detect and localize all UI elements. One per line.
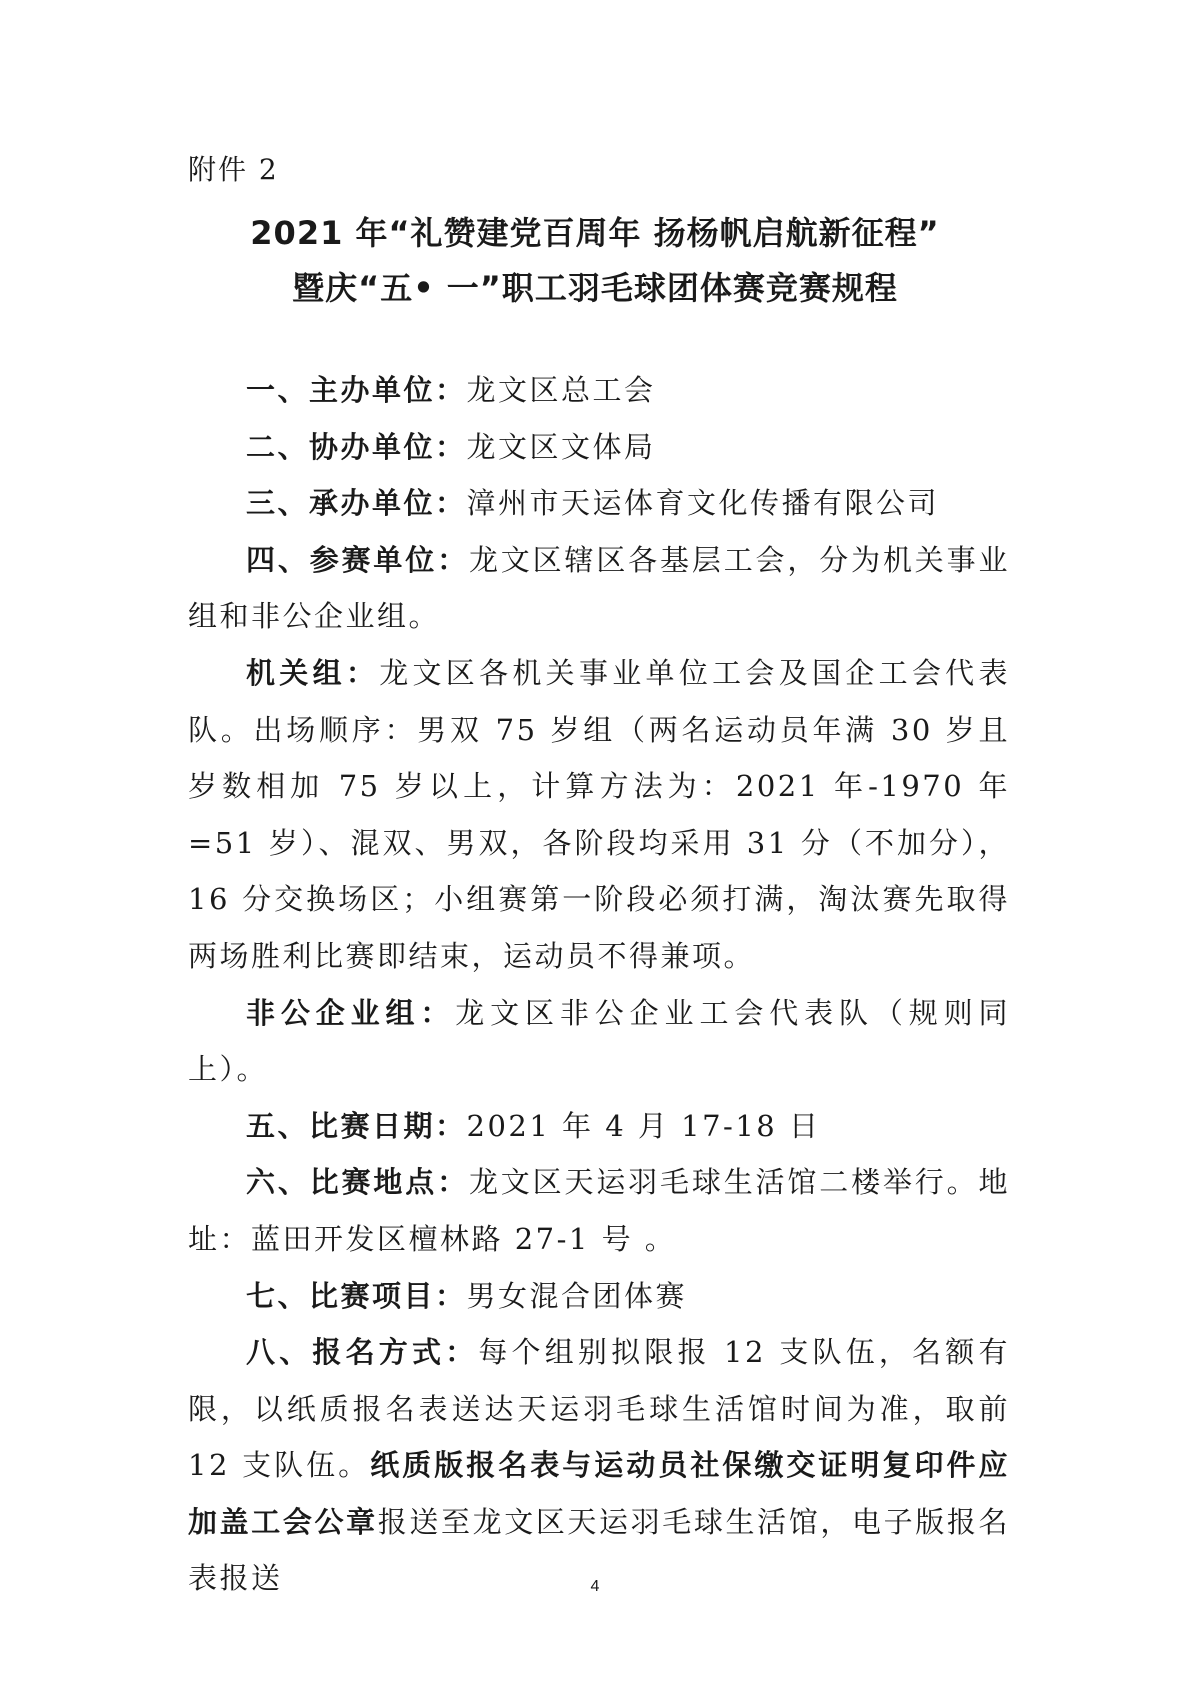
section-events xyxy=(188,1268,1010,1325)
section-text: 龙文区天运羽毛球生活馆二楼举行。地址：蓝田开发区檀林路 27-1 号 。 xyxy=(188,1165,1010,1256)
section-text: 报送至龙文区天运羽毛球生活馆，电子版报名表报送 xyxy=(188,1504,1010,1596)
section-participants xyxy=(188,532,1010,645)
title-line-2: 暨庆“五• 一”职工羽毛球团体赛竞赛规程 xyxy=(292,269,898,307)
section-text: 2021 年 4 月 17-18 日 xyxy=(466,1108,821,1143)
section-text: 龙文区辖区各基层工会，分为机关事业组和非公企业组。 xyxy=(188,542,1010,634)
document-body xyxy=(188,362,1010,1607)
section-undertaker xyxy=(188,475,1010,532)
section-co-organizer xyxy=(188,419,1010,476)
section-text: 龙文区文体局 xyxy=(466,429,656,464)
page-number: 4 xyxy=(590,1578,600,1595)
section-label: 五、比赛日期： xyxy=(246,1108,467,1143)
title-line-1: 2021 年“礼赞建党百周年 扬杨帆启航新征程” xyxy=(250,214,940,252)
section-private-group xyxy=(188,985,1010,1098)
section-label: 非公企业组： xyxy=(246,995,456,1030)
section-label: 六、比赛地点： xyxy=(246,1165,469,1200)
section-text: 每个组别拟限报 12 支队伍，名额有限，以纸质报名表送达天运羽毛球生活馆时间为准，取前 12 支队伍。 xyxy=(188,1335,1010,1483)
section-venue xyxy=(188,1154,1010,1267)
section-label: 八、报名方式： xyxy=(246,1335,479,1370)
section-label: 机关组： xyxy=(246,655,380,690)
section-registration xyxy=(188,1324,1010,1607)
section-text: 龙文区总工会 xyxy=(466,373,656,407)
section-label: 三、承办单位： xyxy=(246,486,467,521)
section-government-group xyxy=(188,645,1010,985)
section-text: 男女混合团体赛 xyxy=(466,1278,688,1313)
section-date xyxy=(188,1098,1010,1155)
attachment-label: 附件 2 xyxy=(188,153,279,186)
section-text: 龙文区非公企业工会代表队（规则同上）。 xyxy=(188,995,1010,1087)
section-label: 一、主办单位： xyxy=(246,373,467,407)
section-text: 龙文区各机关事业单位工会及国企工会代表队。出场顺序：男双 75 岁组（两名运动员年满 30 岁且岁数相加 75 岁以上，计算方法为：2021 年-1970 年=51 岁）、混双、男双，各阶段均采用 31 分（不加分），16 分交换场区；小组赛第一阶段必须打满，淘汰赛先取得两场胜利比赛即结束，运动员不得兼项。 xyxy=(188,655,1010,973)
section-text: 漳州市天运体育文化传播有限公司 xyxy=(466,486,940,521)
section-label: 七、比赛项目： xyxy=(246,1278,467,1313)
section-label: 二、协办单位： xyxy=(246,429,467,464)
section-label: 四、参赛单位： xyxy=(246,542,469,577)
section-emphasis: 纸质版报名表与运动员社保缴交证明复印件应加盖工会公章 xyxy=(188,1448,1010,1539)
section-organizer xyxy=(188,362,1010,419)
